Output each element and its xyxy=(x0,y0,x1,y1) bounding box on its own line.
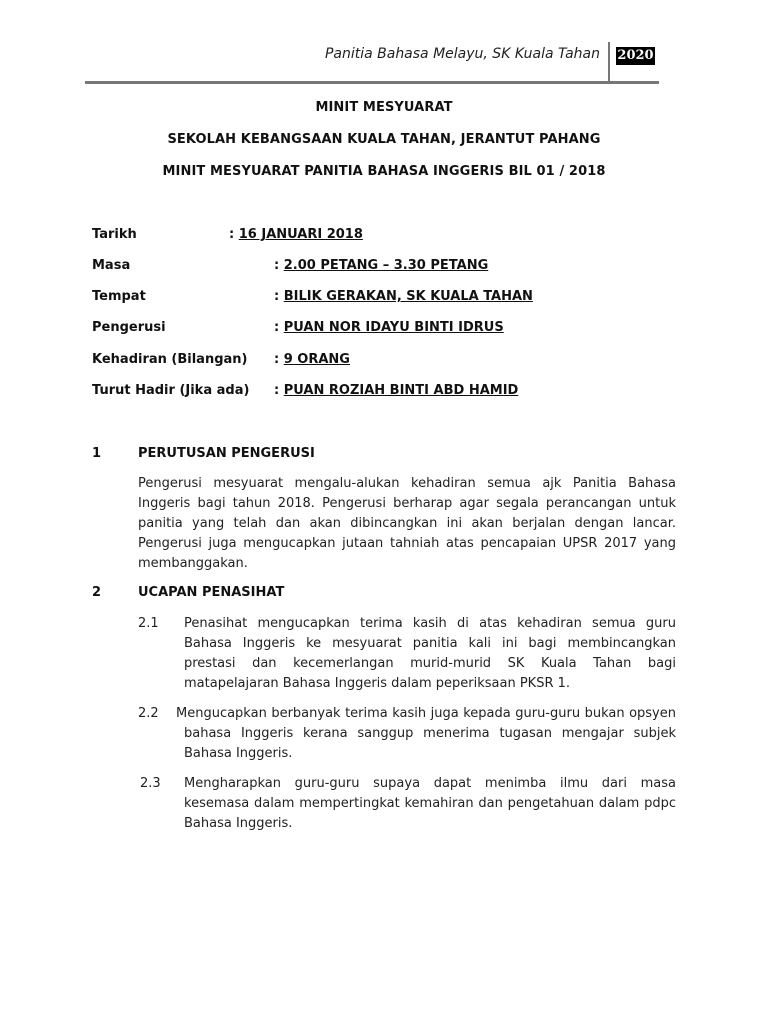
meeting-title: MINIT MESYUARAT PANITIA BAHASA INGGERIS BIL 01 / 2018 xyxy=(162,164,606,179)
document-title: MINIT MESYUARAT xyxy=(315,100,453,115)
info-value-pengerusi: : PUAN NOR IDAYU BINTI IDRUS xyxy=(274,320,504,335)
info-value-masa: : 2.00 PETANG – 3.30 PETANG xyxy=(274,258,489,273)
info-label-pengerusi: Pengerusi xyxy=(92,320,166,335)
section-paragraph: Pengerusi mesyuarat mengalu-alukan kehadiran semua ajk Panitia Bahasa Inggeris bagi tahun 2018. Pengerusi berharap agar segala perancangan untuk panitia yang telah dan akan dibincangkan ini akan berjalan dengan lancar. Pengerusi juga mengucapkan jutaan tahniah atas pencapaian UPSR 2017 yang membanggakan. xyxy=(138,476,676,571)
sub-item-text: Penasihat mengucapkan terima kasih di atas kehadiran semua guru Bahasa Inggeris ke mesyuarat panitia kali ini bagi membincangkan prestasi dan kecemerlangan murid-murid SK Kuala Tahan bagi matapelajaran Bahasa Inggeris dalam peperiksaan PKSR 1. xyxy=(184,616,676,691)
info-value-kehadiran: : 9 ORANG xyxy=(274,352,350,367)
year-badge: 2020 xyxy=(617,48,654,63)
sub-item-number: 2.3 xyxy=(140,776,161,791)
section-heading: PERUTUSAN PENGERUSI xyxy=(138,446,315,461)
section-number: 1 xyxy=(92,446,102,461)
sub-item-text: Mengharapkan guru-guru supaya dapat menimba ilmu dari masa kesemasa dalam mempertingkat kemahiran dan pengetahuan dalam pdpc Bahasa Inggeris. xyxy=(184,776,676,831)
sub-item-number: 2.1 xyxy=(138,616,159,631)
info-label-turut-hadir: Turut Hadir (Jika ada) xyxy=(92,383,250,398)
info-value-turut-hadir: : PUAN ROZIAH BINTI ABD HAMID xyxy=(274,383,519,398)
info-label-tarikh: Tarikh xyxy=(92,227,137,242)
info-value-tarikh: : 16 JANUARI 2018 xyxy=(229,227,363,242)
school-name-title: SEKOLAH KEBANGSAAN KUALA TAHAN, JERANTUT PAHANG xyxy=(167,132,601,147)
running-header-title: Panitia Bahasa Melayu, SK Kuala Tahan xyxy=(324,46,600,62)
header-horizontal-rule xyxy=(85,81,659,84)
section-heading: UCAPAN PENASIHAT xyxy=(138,585,285,600)
section-number: 2 xyxy=(92,585,102,600)
header-vertical-rule xyxy=(608,42,610,84)
sub-item-text: Mengucapkan berbanyak terima kasih juga kepada guru-guru bukan opsyen bahasa Inggeris kerana sanggup menerima tugasan mengajar subjek Bahasa Inggeris. xyxy=(176,706,676,761)
info-value-tempat: : BILIK GERAKAN, SK KUALA TAHAN xyxy=(274,289,533,304)
info-label-tempat: Tempat xyxy=(92,289,146,304)
info-label-kehadiran: Kehadiran (Bilangan) xyxy=(92,352,248,367)
sub-item-number: 2.2 xyxy=(138,706,159,721)
info-label-masa: Masa xyxy=(92,258,131,273)
